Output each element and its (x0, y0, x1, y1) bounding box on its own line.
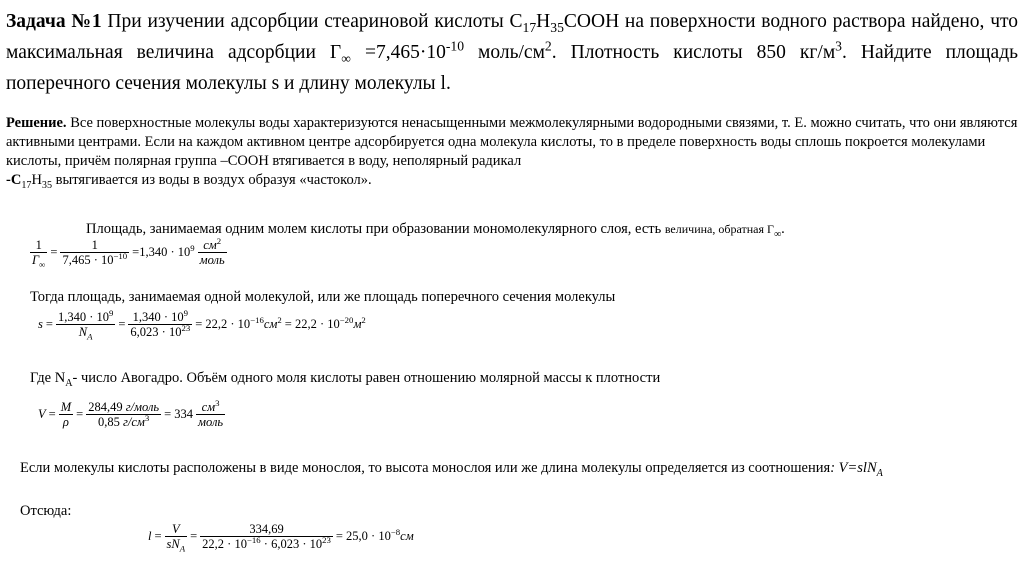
equation-molecule-area: s = $\frac{1,340 \cdot 10^9}{N_A}$ = $\frac{1,340 \cdot 10^9}{6,023 \cdot 10^{23}}$ = $22,2 \cdot 10^{-16}см^2$ = $22,2 \cdot 10^{-20}м^2$ (38, 307, 366, 342)
monolayer-line: Если молекулы кислоты расположены в виде монослоя, то высота монослоя или же длина молекулы определяется из соотношения: V=slN$_A$ (20, 460, 883, 479)
hence-label: Отсюда: (20, 503, 72, 519)
equation-area-per-mole: $\frac{1}{\Gamma_\infty}$ = $\frac{1}{7,465 \cdot 10^{-10}}$ $=1,340 \cdot 10^9$ $\frac{см^2}{\text{моль}}$ (32, 235, 225, 270)
equation-molar-volume: V = $\frac{M}{\rho}$ = $\frac{\text{284,49 г/моль}}{0,85 г/см^3}$ = 334 $\frac{см^3}{\text{моль}}$ (38, 397, 224, 429)
avogadro-line: Где $N_A-$ число Авогадро. Объём одного моля кислоты равен отношению молярной массы к плотности (30, 370, 661, 389)
solution-paragraph: Решение. Все поверхностные молекулы воды характеризуются ненасыщенными межмолекулярными водородными связями, т. Е. можно считать, что они являются активными центрами. Если на каждом активном центре адсорбируется одна молекула кислоты, то в пределе поверхность воды сплошь покроется молекулами кислоты, причём полярная группа –COOH втягивается в воду, неполярный радикал $-C_{17}H_{35}$ вытягивается из воды в воздух образуя «частокол». (6, 115, 1018, 191)
molecule-area-line: Тогда площадь, занимаемая одной молекулой, или же площадь поперечного сечения молекулы (30, 289, 616, 305)
area-line: Площадь, занимаемая одним молем кислоты при образовании мономолекулярного слоя, есть величина, обратная $\Gamma_\infty$. (86, 221, 785, 240)
equation-molecule-length: l = $\frac{V}{sN_A}$ = $\frac{334,69}{22,2 \cdot 10^{-16} \cdot 6,023 \cdot 10^{23}}$ = $25,0 \cdot 10^{-8}см$ (148, 522, 414, 554)
solution-label: Решение. (6, 115, 67, 131)
task-heading: Задача №1 (6, 11, 102, 32)
task-statement: Задача №1 При изучении адсорбции стеариновой кислоты $C_{17}H_{35}COOH$ на поверхности водного раствора найдено, что максимальная величина адсорбции $\Gamma_\infty =7,465\cdot 10^{-10}$ моль/$см^2$. Плотность кислоты 850 $кг/м^3$. Найдите площадь поперечного сечения молекулы s и длину молекулы l. (6, 11, 1019, 94)
